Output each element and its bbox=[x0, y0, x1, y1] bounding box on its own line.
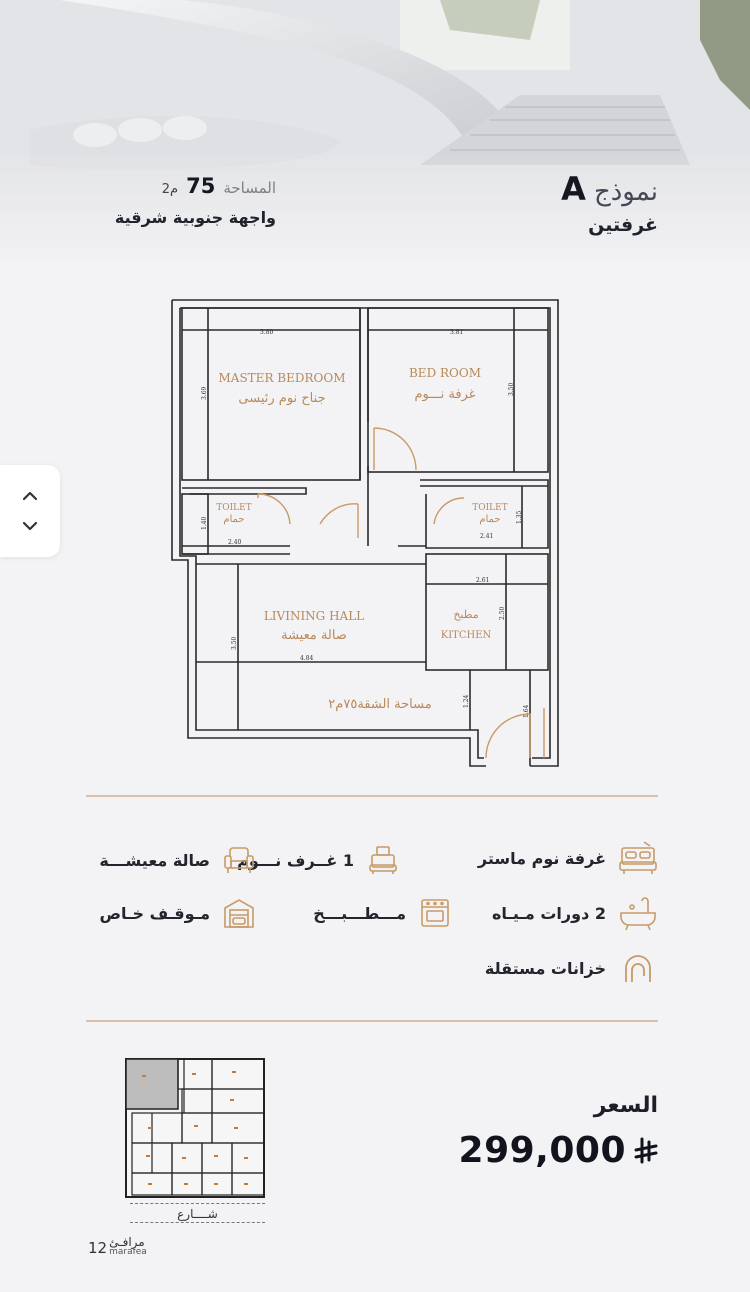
dim-kitchen-height: 2.50 bbox=[499, 606, 506, 620]
brand-name-ar: مرافـئ bbox=[109, 1235, 145, 1249]
street-label: شــــارع bbox=[177, 1207, 218, 1221]
armchair-icon bbox=[222, 843, 256, 877]
brand-name-en: marafea bbox=[109, 1247, 147, 1257]
bedroom-door bbox=[374, 428, 416, 470]
toilet-left-label: TOILET bbox=[216, 503, 252, 513]
dim-living-width: 4.84 bbox=[300, 655, 314, 662]
living-hall-label-ar: صالة معيشة bbox=[281, 628, 347, 643]
toilet-right-label: TOILET bbox=[472, 503, 508, 513]
area-info bbox=[86, 174, 276, 227]
feature-parking-text: مـوقـف خـاص bbox=[99, 903, 210, 923]
riyal-symbol-icon bbox=[634, 1136, 660, 1166]
master-bedroom-label: MASTER BEDROOM bbox=[218, 371, 346, 385]
model-info bbox=[561, 170, 658, 236]
dim-entry-a: 1.24 bbox=[463, 694, 470, 708]
dim-toilet-right-width: 2.41 bbox=[480, 533, 494, 540]
building-site-plan bbox=[122, 1055, 268, 1201]
dim-master-height: 3.69 bbox=[201, 386, 208, 400]
street-line bbox=[130, 1222, 265, 1223]
master-bedroom-label-ar: جناح نوم رئيسى bbox=[238, 391, 326, 406]
dim-entry-b: 1.64 bbox=[523, 704, 530, 718]
area-label: المساحة bbox=[223, 179, 276, 197]
feature-master-room bbox=[478, 838, 658, 878]
dim-living-height: 3.50 bbox=[231, 636, 238, 650]
feature-bedrooms-text: 1 غــرف نـــوم bbox=[237, 850, 354, 870]
feature-kitchen-text: مـــطـــبـــخ bbox=[313, 903, 406, 923]
model-label: نموذج bbox=[593, 177, 658, 207]
feature-bedrooms bbox=[237, 843, 400, 877]
entrance-door bbox=[486, 714, 530, 758]
toilet-right-door bbox=[434, 498, 464, 524]
feature-parking bbox=[99, 896, 256, 930]
feature-kitchen bbox=[313, 896, 452, 930]
feature-tanks bbox=[485, 948, 658, 988]
feature-living bbox=[99, 843, 256, 877]
kitchen-label-ar: مطبخ bbox=[453, 608, 479, 621]
feature-bathrooms bbox=[492, 893, 658, 933]
apartment-area-label: مساحة الشقة٧٥م٢ bbox=[328, 697, 432, 712]
page-navigator bbox=[0, 465, 60, 557]
chevron-up-icon[interactable] bbox=[21, 487, 39, 505]
dim-toilet-left-width: 2.40 bbox=[228, 539, 242, 546]
kitchen-label: KITCHEN bbox=[440, 630, 492, 641]
water-tap-icon bbox=[618, 948, 658, 988]
living-door bbox=[320, 504, 358, 538]
oven-icon bbox=[418, 896, 452, 930]
floor-plan bbox=[170, 298, 562, 770]
divider bbox=[86, 1020, 658, 1022]
feature-master-room-text: غرفة نوم ماستر bbox=[477, 848, 606, 868]
toilet-left-door bbox=[258, 494, 290, 524]
price-label: السعر bbox=[593, 1093, 658, 1118]
garage-icon bbox=[222, 896, 256, 930]
feature-living-text: صالة معيشـــة bbox=[99, 850, 210, 870]
feature-bathrooms-text: 2 دورات مـيـاه bbox=[491, 903, 606, 923]
dim-toilet-right-height: 1.35 bbox=[516, 510, 523, 524]
model-letter: A bbox=[561, 170, 586, 208]
single-bed-icon bbox=[366, 843, 400, 877]
price-value: 299,000 bbox=[458, 1130, 626, 1171]
dim-master-width: 3.80 bbox=[260, 329, 274, 336]
rooms-title: غرفتين bbox=[588, 214, 658, 236]
area-value: 75 bbox=[186, 174, 216, 198]
page-number: 12 bbox=[88, 1239, 108, 1257]
price bbox=[459, 1130, 660, 1171]
bathtub-icon bbox=[618, 893, 658, 933]
bedroom-label-ar: غرفة نـــوم bbox=[414, 387, 476, 402]
living-hall-label: LIVINING HALL bbox=[263, 609, 365, 623]
divider bbox=[86, 795, 658, 797]
brand-logo bbox=[88, 1236, 147, 1257]
dim-bedroom-width: 3.81 bbox=[450, 329, 464, 336]
feature-tanks-text: خزانات مستقلة bbox=[484, 958, 606, 978]
toilet-right-label-ar: حمام bbox=[479, 514, 501, 525]
street-line bbox=[130, 1203, 265, 1204]
area-unit: م2 bbox=[161, 182, 179, 197]
bedroom-label: BED ROOM bbox=[408, 366, 482, 380]
dim-bedroom-height: 3.50 bbox=[508, 382, 515, 396]
toilet-left-label-ar: حمام bbox=[223, 514, 245, 525]
double-bed-icon bbox=[618, 838, 658, 878]
dim-kitchen-width: 2.61 bbox=[476, 577, 490, 584]
chevron-down-icon[interactable] bbox=[21, 517, 39, 535]
dim-toilet-left-height: 1.40 bbox=[201, 516, 208, 530]
facade-direction: واجهة جنوبية شرقية bbox=[114, 208, 276, 227]
